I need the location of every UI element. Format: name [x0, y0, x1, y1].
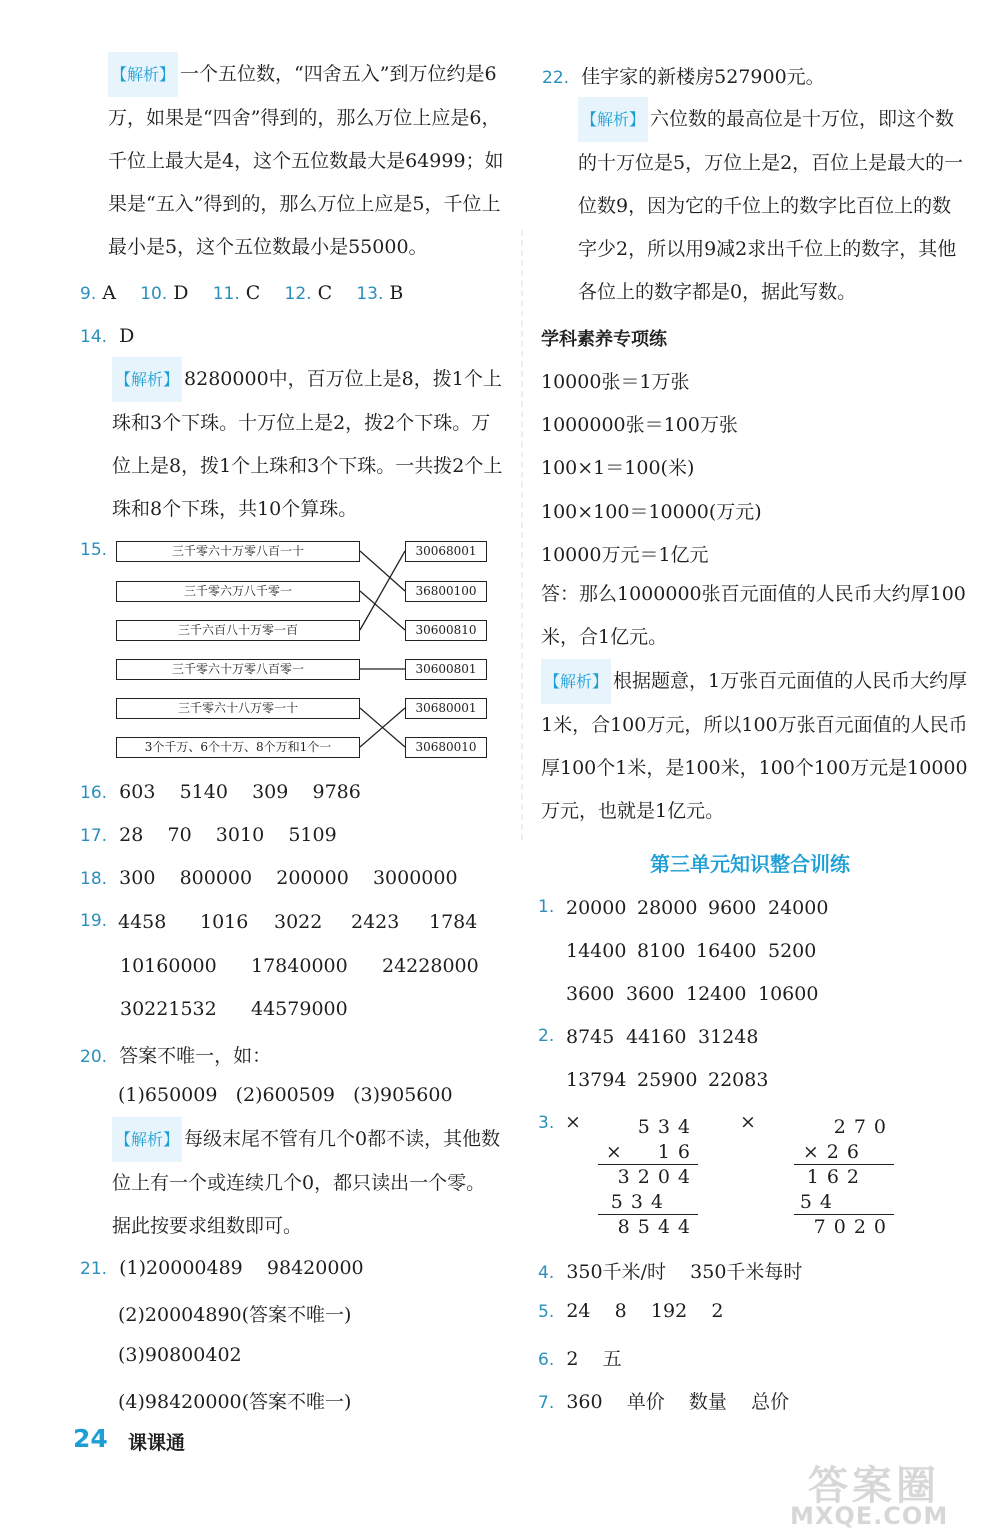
u-q2-r1-2: 44160 [626, 1026, 687, 1048]
match-right-3: 30600810 [405, 620, 487, 641]
match-right-6: 30680010 [405, 737, 487, 758]
match-right-4: 30600801 [405, 659, 487, 680]
u-q1-r2-4: 5200 [768, 940, 817, 962]
q19-r1-4: 2423 [351, 911, 400, 933]
special-answer: 答：那么1000000张百元面值的人民币大约厚100米，合1亿元。 [541, 583, 966, 648]
u-q7: 7. 360 单价 数量 总价 [538, 1391, 790, 1413]
u-q3-number: 3. [538, 1113, 555, 1133]
analysis-tag: 【 解析 】 [108, 52, 178, 97]
u-q1-r1-3: 9600 [708, 897, 757, 919]
q19-r2-3: 24228000 [382, 955, 479, 977]
q19-r1-1: 4458 [118, 911, 167, 933]
page-number: 24 [73, 1424, 108, 1453]
q21-line1: 21. (1)20000489 98420000 [80, 1257, 364, 1279]
q18: 18. 300 800000 200000 3000000 [80, 867, 458, 889]
mult-1-line-1 [598, 1164, 698, 1165]
watermark: 答案圈 MXQE.COM [790, 1463, 949, 1530]
match-right-2: 36800100 [405, 581, 487, 602]
q19-r3-2: 44579000 [251, 998, 348, 1020]
q16: 16. 603 5140 309 9786 [80, 781, 361, 803]
u-q2-r1-1: 8745 [566, 1026, 615, 1048]
match-left-6: 3个千万、6个十万、8个万和1个一 [116, 737, 360, 758]
q20-answers: (1)650009 (2)600509 (3)905600 [118, 1084, 453, 1106]
q19-r1-5: 1784 [429, 911, 478, 933]
analysis-22: 【 解析 】 六位数的最高位是十万位，即这个数的十万位是5，万位上是2，百位上是最大的一位数9，因为它的千位上的数字比百位上的数字少2，所以用9减2求出千位上的数字，其他各位上的数字都是0，据此写数。 [578, 97, 968, 314]
u-q1-r1-4: 24000 [768, 897, 829, 919]
analysis-8: 【 解析 】 一个五位数，“四舍五入”到万位约是6万，如果是“四舍”得到的，那么万位上应是6，千位上最大是4，这个五位数最大是64999；如果是“五入”得到的，那么万位上应是5，千位上最小是5，这个五位数最小是55000。 [108, 52, 506, 269]
special-line-4: 100×100＝10000(万元) [541, 501, 762, 523]
analysis-special: 【 解析 】 根据题意，1万张百元面值的人民币大约厚1米，合100万元，所以100万张百元面值的人民币厚100个1米，是100米，100个100万元是10000万元，也就是1亿元。 [541, 659, 969, 833]
u-q1-r2-2: 8100 [637, 940, 686, 962]
q19-r3-1: 30221532 [120, 998, 217, 1020]
mult-2: 270 ×26 162 54 7020 [799, 1116, 894, 1238]
q19-r2-1: 10160000 [120, 955, 217, 977]
match-left-1: 三千零六十万零八百一十 [116, 541, 360, 562]
mult-1: 534 × 16 3204 534 8544 [605, 1116, 698, 1238]
column-divider [521, 230, 523, 840]
analysis-14: 【 解析 】 8280000中，百万位上是8，拨1个上珠和3个下珠。十万位上是2，拨2个下珠。万位上是8，拨1个上珠和3个下珠。一共拨2个上珠和8个下珠，共10个算珠。 [112, 357, 504, 531]
u-q1-r3-1: 3600 [566, 983, 615, 1005]
u-q4: 4. 350千米/时 350千米每时 [538, 1261, 803, 1283]
match-left-3: 三千六百八十万零一百 [116, 620, 360, 641]
mult-1-line-2 [598, 1214, 698, 1215]
match-left-4: 三千零六十万零八百零一 [116, 659, 360, 680]
unit-3-title: 第三单元知识整合训练 [650, 852, 850, 876]
q21-line4: (4)98420000(答案不唯一) [118, 1391, 352, 1413]
u-q1-r2-1: 14400 [566, 940, 627, 962]
q19-r1-3: 3022 [274, 911, 323, 933]
u-q1-number: 1. [538, 897, 555, 917]
wrong-mark-2: × [740, 1111, 756, 1133]
q15-number: 15. [80, 540, 108, 560]
u-q2-r2-3: 22083 [708, 1069, 769, 1091]
special-line-1: 10000张＝1万张 [541, 371, 690, 393]
match-right-5: 30680001 [405, 698, 487, 719]
u-q2-r2-2: 25900 [637, 1069, 698, 1091]
match-left-5: 三千零六十八万零一十 [116, 698, 360, 719]
u-q1-r2-3: 16400 [696, 940, 757, 962]
u-q1-r1-2: 28000 [637, 897, 698, 919]
u-q6: 6. 2 五 [538, 1348, 622, 1370]
u-q1-r3-3: 12400 [686, 983, 747, 1005]
special-line-2: 1000000张＝100万张 [541, 414, 738, 436]
mult-2-line-2 [794, 1214, 894, 1215]
q17: 17. 28 70 3010 5109 [80, 824, 337, 846]
q19-number: 19. [80, 911, 108, 931]
q21-line2: (2)20004890(答案不唯一) [118, 1304, 352, 1326]
brand-name: 课课通 [128, 1432, 186, 1454]
q22: 22. 佳宇家的新楼房527900元。 [542, 66, 825, 88]
special-line-5: 10000万元＝1亿元 [541, 544, 709, 566]
u-q1-r3-2: 3600 [626, 983, 675, 1005]
u-q5: 5. 24 8 192 2 [538, 1300, 724, 1322]
match-left-2: 三千零六万八千零一 [116, 581, 360, 602]
u-q1-r3-4: 10600 [758, 983, 819, 1005]
q19-r2-2: 17840000 [251, 955, 348, 977]
analysis-20: 【 解析 】 每级末尾不管有几个0都不读，其他数位上有一个或连续几个0，都只读出一个零。据此按要求组数即可。 [112, 1117, 504, 1248]
row-9-13: 9. A 10. D 11. C 12. C 13. B [80, 282, 404, 304]
wrong-mark-1: × [565, 1111, 581, 1133]
u-q2-number: 2. [538, 1026, 555, 1046]
special-practice-title: 学科素养专项练 [541, 329, 667, 350]
q14: 14. D [80, 325, 135, 347]
special-line-3: 100×1＝100(米) [541, 457, 695, 479]
match-right-1: 30068001 [405, 541, 487, 562]
mult-2-line-1 [794, 1164, 894, 1165]
q19-r1-2: 1016 [200, 911, 249, 933]
q21-line3: (3)90800402 [118, 1344, 242, 1366]
u-q2-r1-3: 31248 [698, 1026, 759, 1048]
u-q1-r1-1: 20000 [566, 897, 627, 919]
u-q2-r2-1: 13794 [566, 1069, 627, 1091]
q20: 20. 答案不唯一，如： [80, 1045, 272, 1067]
